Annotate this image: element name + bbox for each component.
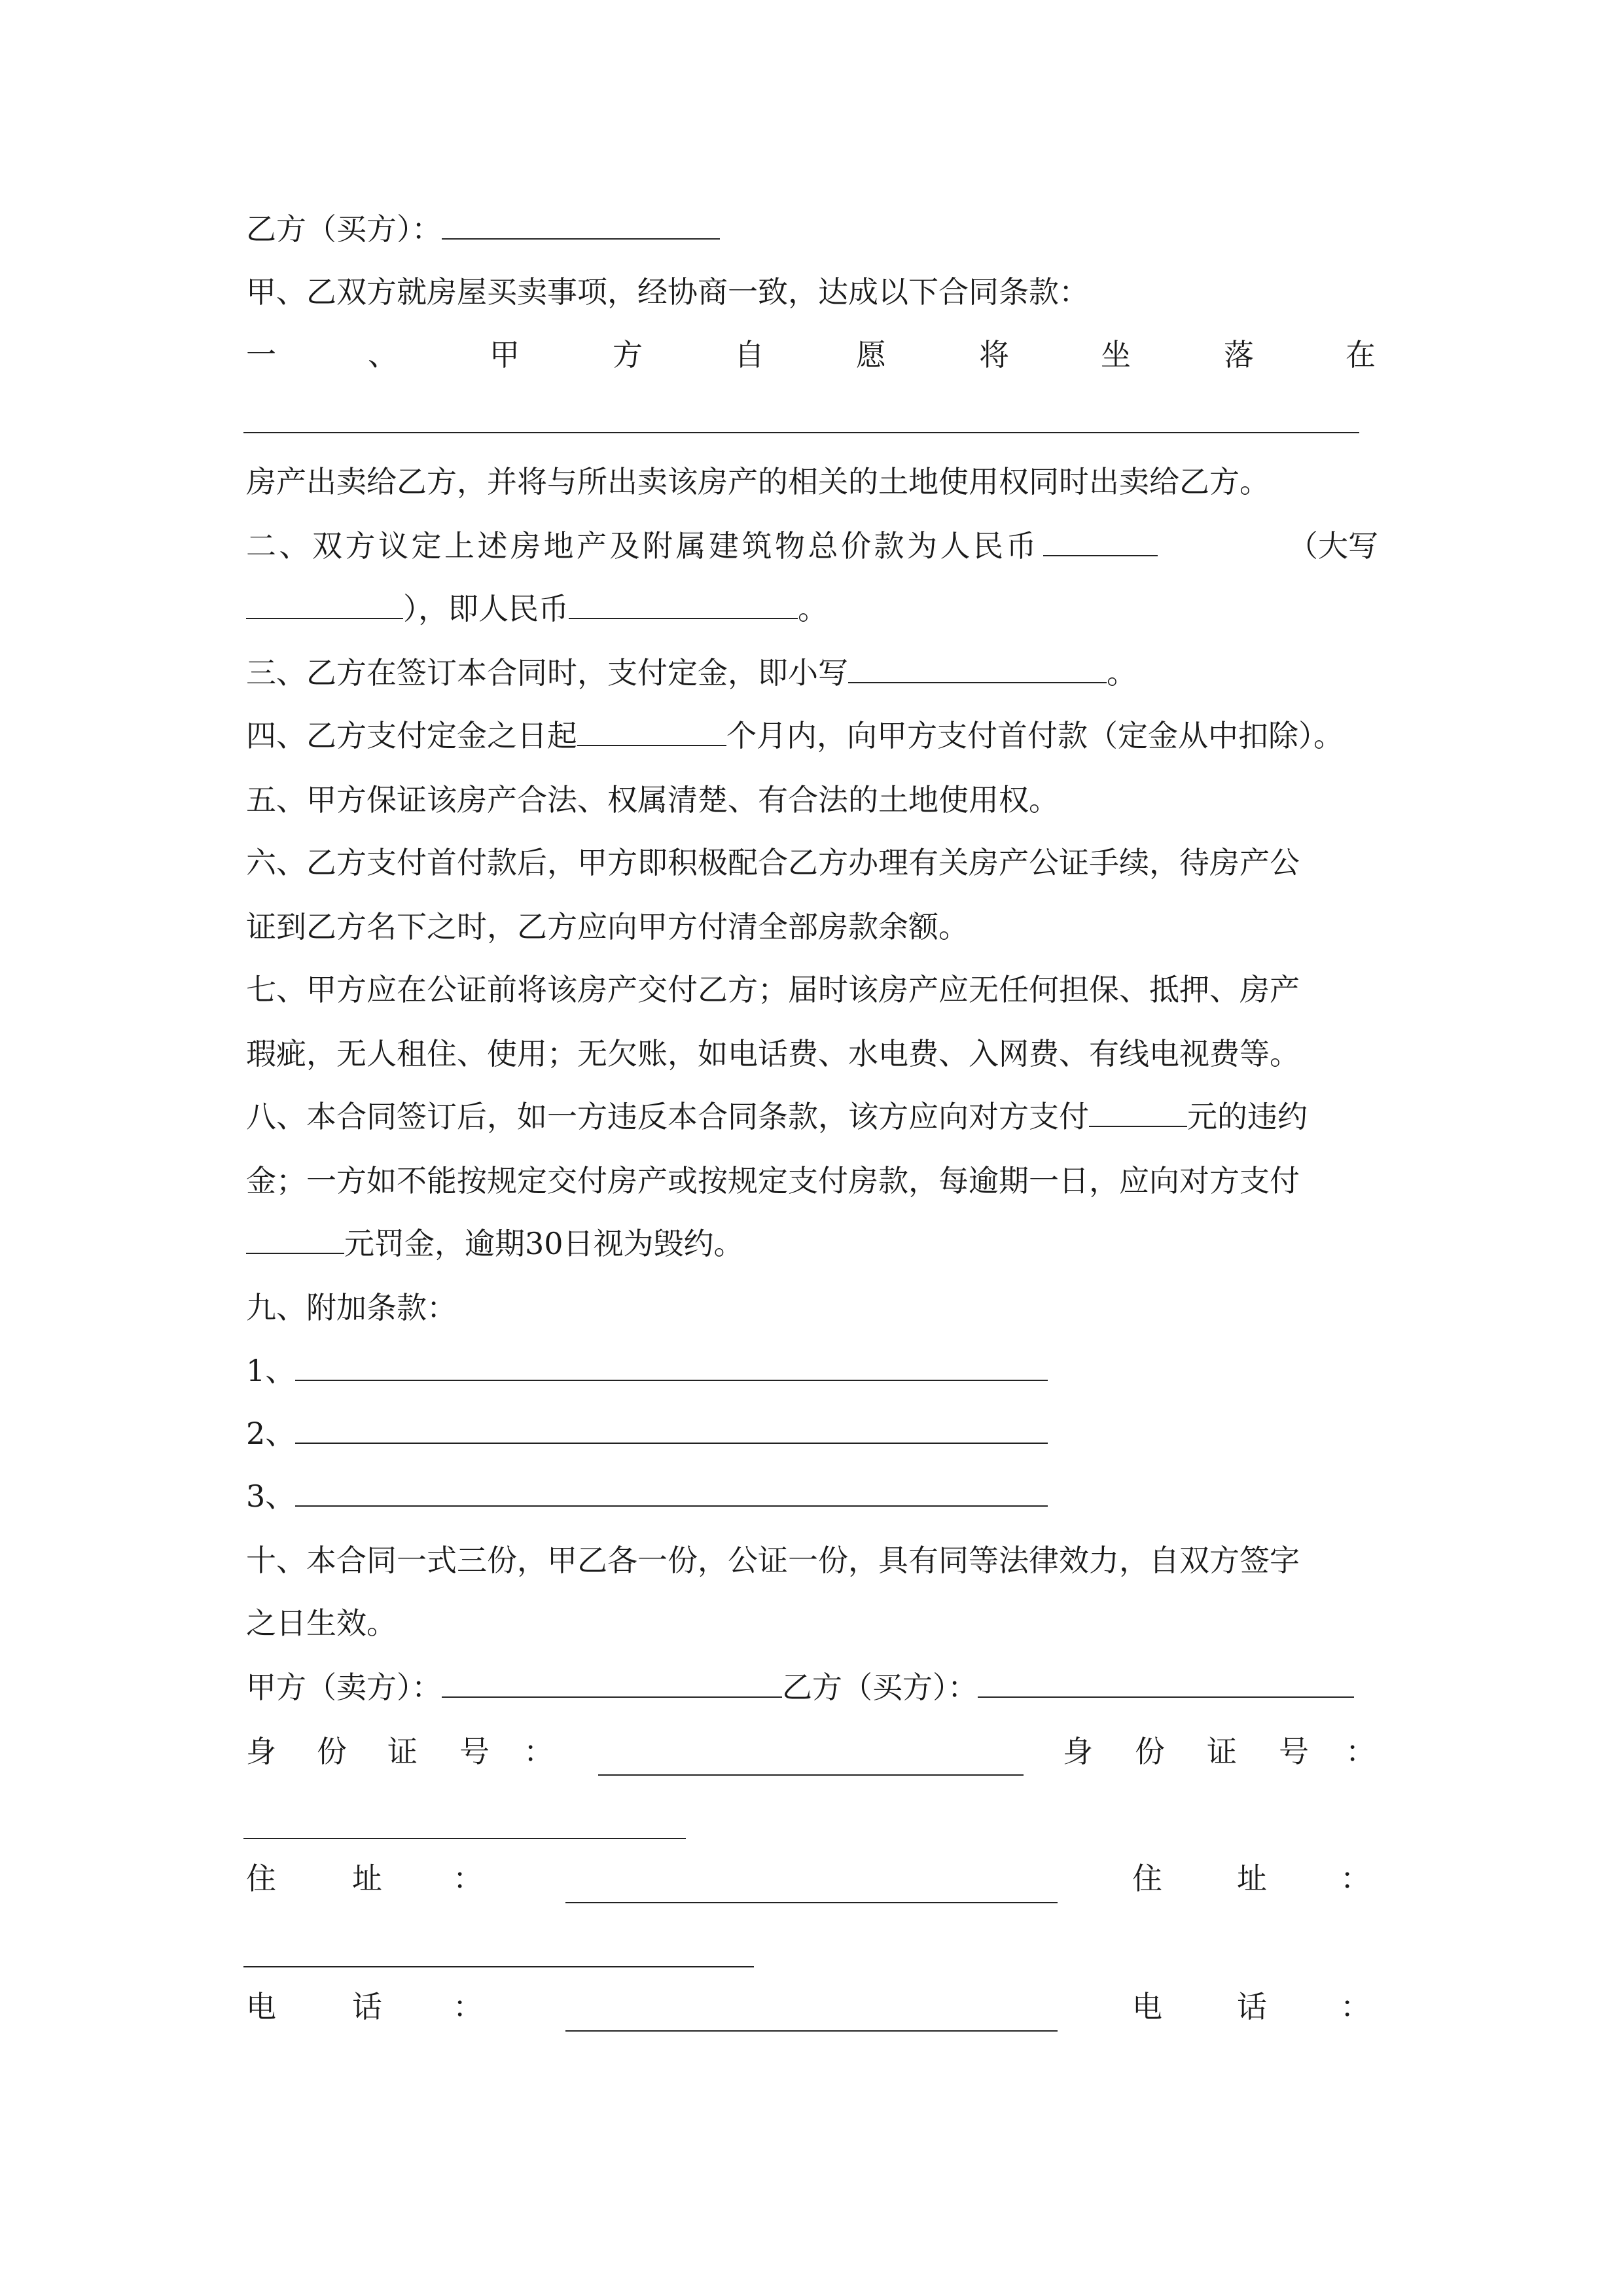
- additional-item-2-blank[interactable]: [295, 1416, 1048, 1444]
- phone-char: 话: [1237, 1989, 1267, 2024]
- clause2-line1: [246, 526, 1378, 565]
- buyer-address-blank[interactable]: [243, 1966, 754, 1967]
- address-char: 址: [352, 1861, 382, 1896]
- clause2-end-punct: 。: [798, 591, 828, 626]
- clause8-line1: [246, 1097, 1308, 1136]
- clause6-line2: 证到乙方名下之时，乙方应向甲方付清全部房款余额。: [246, 909, 969, 944]
- seller-signature-blank[interactable]: [442, 1670, 782, 1698]
- item-number: 1、: [246, 1353, 296, 1388]
- address-char: ：: [453, 1861, 483, 1896]
- phone-char: ：: [1340, 1989, 1370, 2024]
- buyer-id-blank[interactable]: [243, 1838, 686, 1839]
- penalty-amount-blank[interactable]: [1089, 1100, 1187, 1127]
- phone-char: ：: [453, 1989, 483, 2024]
- phone-char: 话: [352, 1989, 382, 2024]
- party-b-header-line: [246, 209, 720, 249]
- additional-item-3: [246, 1477, 1048, 1516]
- clause2-rmb-label: ），即人民币: [403, 591, 569, 626]
- clause1-char: 一: [246, 337, 276, 372]
- clause8-text-end: 元的违约: [1187, 1099, 1308, 1134]
- id-char: 证: [387, 1734, 418, 1769]
- clause8-line3-text: 元罚金，逾期30日视为毁约。: [344, 1226, 744, 1261]
- clause9-line: 九、附加条款：: [246, 1290, 457, 1325]
- clause4-text: 四、乙方支付定金之日起: [246, 718, 577, 753]
- id-char: 号: [1279, 1734, 1309, 1769]
- clause1-char: 坐: [1101, 337, 1131, 372]
- intro-line: 甲、乙双方就房屋买卖事项，经协商一致，达成以下合同条款：: [246, 274, 1089, 310]
- clause8-line3: [246, 1224, 744, 1263]
- party-b-name-blank[interactable]: [442, 212, 720, 240]
- total-price-blank[interactable]: [1043, 529, 1158, 556]
- additional-item-2: [246, 1414, 1048, 1453]
- clause7-line2: 瑕疵，无人租住、使用；无欠账，如电话费、水电费、入网费、有线电视费等。: [246, 1036, 1300, 1071]
- clause1-char: 落: [1224, 337, 1254, 372]
- id-char: 身: [1063, 1734, 1093, 1769]
- clause1-char: 方: [613, 337, 643, 372]
- clause6-line1: 六、乙方支付首付款后，甲方即积极配合乙方办理有关房产公证手续，待房产公: [246, 845, 1300, 880]
- id-char: 份: [1135, 1734, 1165, 1769]
- clause1-char: 、: [368, 337, 398, 372]
- additional-item-1-blank[interactable]: [295, 1354, 1048, 1381]
- clause4-line: [246, 716, 1344, 755]
- clause1-char: 在: [1346, 337, 1376, 372]
- total-price-uppercase-blank[interactable]: [246, 592, 403, 619]
- clause1-char: 自: [734, 337, 764, 372]
- clause10-line1: 十、本合同一式三份，甲乙各一份，公证一份，具有同等法律效力，自双方签字: [246, 1543, 1300, 1578]
- clause2-text: 二、双方议定上述房地产及附属建筑物总价款为人民币: [246, 528, 1039, 564]
- address-char: 址: [1237, 1861, 1267, 1896]
- clause5-line: 五、甲方保证该房产合法、权属清楚、有合法的土地使用权。: [246, 782, 1059, 817]
- clause1-char: 甲: [490, 337, 520, 372]
- item-number: 3、: [246, 1479, 296, 1514]
- clause2-daxie-label: （大写: [1288, 528, 1378, 564]
- signature-line: [246, 1668, 1354, 1707]
- total-price-rmb-blank[interactable]: [569, 592, 798, 619]
- seller-address-blank[interactable]: [565, 1902, 1058, 1903]
- address-char: 住: [246, 1861, 276, 1896]
- clause1-char: 愿: [856, 337, 886, 372]
- late-fine-blank[interactable]: [246, 1227, 344, 1254]
- clause3-text: 三、乙方在签订本合同时，支付定金，即小写: [246, 655, 848, 691]
- id-char: 号: [459, 1734, 490, 1769]
- clause1-char: 将: [979, 337, 1009, 372]
- clause8-line2: 金；一方如不能按规定交付房产或按规定支付房款，每逾期一日，应向对方支付: [246, 1163, 1300, 1198]
- clause8-text: 八、本合同签订后，如一方违反本合同条款，该方应向对方支付: [246, 1099, 1089, 1134]
- clause10-line2: 之日生效。: [246, 1605, 397, 1641]
- buyer-signature-blank[interactable]: [978, 1670, 1354, 1698]
- id-char: ：: [524, 1734, 554, 1769]
- months-blank[interactable]: [577, 719, 726, 746]
- property-location-blank[interactable]: [243, 432, 1359, 433]
- clause3-end-punct: 。: [1107, 655, 1137, 691]
- clause4-text-end: 个月内，向甲方支付首付款（定金从中扣除）。: [726, 718, 1344, 753]
- deposit-blank[interactable]: [848, 656, 1107, 683]
- address-char: ：: [1340, 1861, 1370, 1896]
- seller-id-blank[interactable]: [598, 1774, 1024, 1776]
- additional-item-1: [246, 1351, 1048, 1390]
- seller-phone-blank[interactable]: [565, 2030, 1058, 2032]
- clause2-line2: [246, 589, 828, 628]
- phone-char: 电: [1132, 1989, 1162, 2024]
- additional-item-3-blank[interactable]: [295, 1479, 1048, 1507]
- id-char: ：: [1346, 1734, 1376, 1769]
- phone-char: 电: [246, 1989, 276, 2024]
- clause1-end-line: 房产出卖给乙方，并将与所出卖该房产的相关的土地使用权同时出卖给乙方。: [246, 464, 1270, 499]
- clause3-line: [246, 653, 1137, 692]
- item-number: 2、: [246, 1416, 296, 1451]
- buyer-label: 乙方（买方）：: [782, 1670, 978, 1705]
- party-b-label: 乙方（买方）：: [246, 211, 442, 247]
- id-char: 身: [246, 1734, 276, 1769]
- address-char: 住: [1132, 1861, 1162, 1896]
- seller-label: 甲方（卖方）：: [246, 1670, 442, 1705]
- id-char: 证: [1207, 1734, 1237, 1769]
- id-char: 份: [317, 1734, 347, 1769]
- clause7-line1: 七、甲方应在公证前将该房产交付乙方；届时该房产应无任何担保、抵押、房产: [246, 972, 1300, 1007]
